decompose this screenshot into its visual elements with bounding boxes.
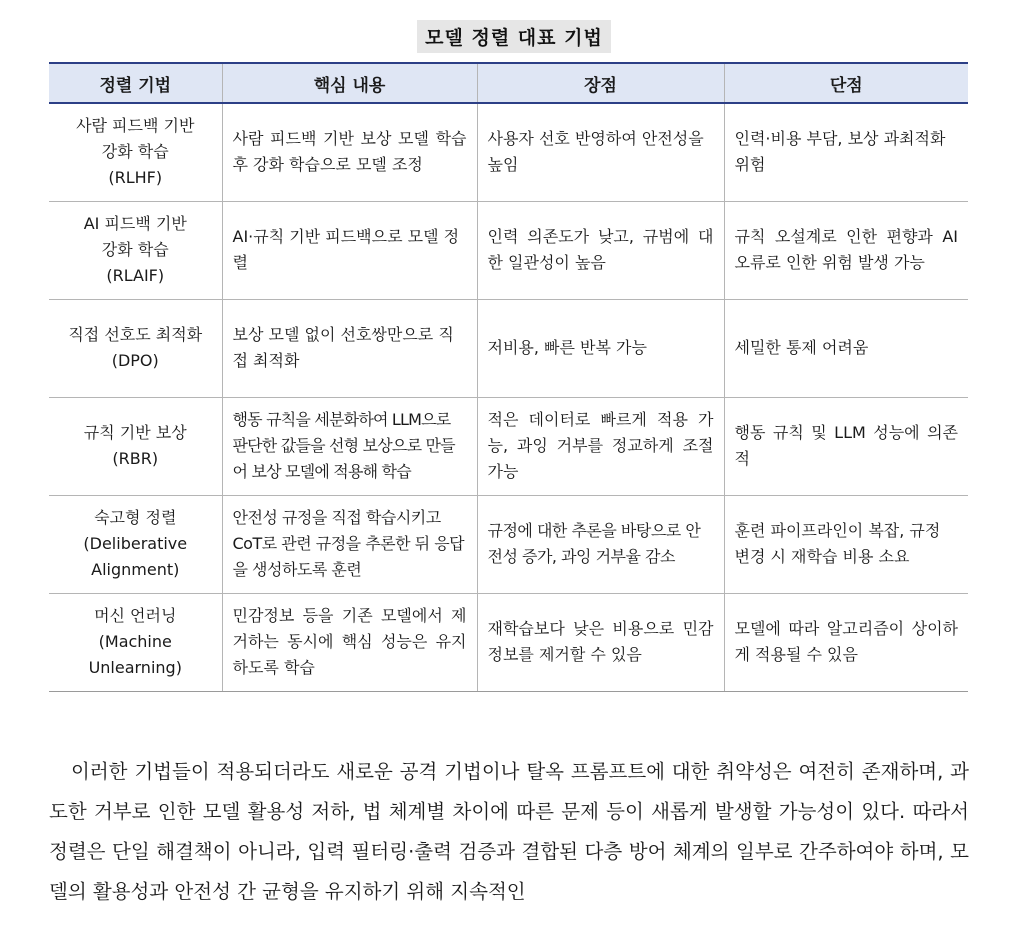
alignment-techniques-table: [49, 62, 968, 692]
technique-line: 규칙 기반 보상: [83, 423, 187, 442]
pros-cell: 인력 의존도가 낮고, 규범에 대한 일관성이 높음: [477, 201, 724, 299]
technique-line: (Deliberative: [83, 534, 188, 553]
core-cell: AI·규칙 기반 피드백으로 모델 정렬: [222, 201, 477, 299]
technique-line: (RLAIF): [106, 266, 165, 285]
cons-cell: 인력·비용 부담, 보상 과최적화 위험: [724, 103, 968, 201]
technique-cell: [49, 103, 222, 201]
table-title: 모델 정렬 대표 기법: [417, 20, 611, 53]
table-header-row: [49, 63, 968, 103]
technique-line: 머신 언러닝: [94, 606, 177, 625]
technique-cell: [49, 299, 222, 397]
technique-cell: [49, 397, 222, 495]
technique-line: 강화 학습: [101, 240, 169, 259]
technique-line: 사람 피드백 기반: [76, 116, 195, 136]
pros-cell: 사용자 선호 반영하여 안전성을 높임: [477, 103, 724, 201]
pros-cell: 저비용, 빠른 반복 가능: [477, 299, 724, 397]
table-row: [49, 397, 968, 495]
header-pros: 장점: [477, 63, 724, 103]
technique-line: AI 피드백 기반: [83, 214, 187, 233]
technique-line: 강화 학습: [101, 142, 169, 162]
cons-cell: 행동 규칙 및 LLM 성능에 의존적: [724, 397, 968, 495]
cons-cell: 세밀한 통제 어려움: [724, 299, 968, 397]
technique-line: (Machine: [98, 632, 172, 651]
cons-cell: 규칙 오설계로 인한 편향과 AI 오류로 인한 위험 발생 가능: [724, 201, 968, 299]
header-core: 핵심 내용: [222, 63, 477, 103]
body-paragraph: 이러한 기법들이 적용되더라도 새로운 공격 기법이나 탈옥 프롬프트에 대한 취약성은 여전히 존재하며, 과도한 거부로 인한 모델 활용성 저하, 법 체계별 차이에 따른 문제 등이 새롭게 발생할 가능성이 있다. 따라서 정렬은 단일 해결책이 아니라, 입력 필터링·출력 검증과 결합된 다층 방어 체계의 일부로 간주하여야 하며, 모델의 활용성과 안전성 간 균형을 유지하기 위해 지속적인: [49, 760, 969, 903]
technique-cell: [49, 593, 222, 691]
core-cell: 사람 피드백 기반 보상 모델 학습 후 강화 학습으로 모델 조정: [222, 103, 477, 201]
technique-line: Unlearning): [88, 658, 182, 677]
technique-line: Alignment): [91, 560, 180, 579]
title-wrapper: [0, 20, 1028, 53]
technique-line: 숙고형 정렬: [94, 508, 177, 527]
core-cell: 안전성 규정을 직접 학습시키고 CoT로 관련 규정을 추론한 뒤 응답을 생성하도록 훈련: [222, 495, 477, 593]
table-row: [49, 103, 968, 201]
table-row: [49, 299, 968, 397]
pros-cell: 재학습보다 낮은 비용으로 민감정보를 제거할 수 있음: [477, 593, 724, 691]
technique-line: (RBR): [112, 449, 159, 468]
table-row: [49, 201, 968, 299]
pros-cell: 규정에 대한 추론을 바탕으로 안전성 증가, 과잉 거부율 감소: [477, 495, 724, 593]
cons-cell: 훈련 파이프라인이 복잡, 규정 변경 시 재학습 비용 소요: [724, 495, 968, 593]
core-cell: 보상 모델 없이 선호쌍만으로 직접 최적화: [222, 299, 477, 397]
core-cell: 민감정보 등을 기존 모델에서 제거하는 동시에 핵심 성능은 유지하도록 학습: [222, 593, 477, 691]
technique-line: 직접 선호도 최적화: [68, 325, 203, 344]
table-row: [49, 495, 968, 593]
header-cons: 단점: [724, 63, 968, 103]
technique-cell: [49, 495, 222, 593]
technique-line: (DPO): [111, 351, 159, 370]
technique-line: (RLHF): [108, 168, 163, 188]
core-cell: 행동 규칙을 세분화하여 LLM으로 판단한 값들을 선형 보상으로 만들어 보상 모델에 적용해 학습: [222, 397, 477, 495]
technique-cell: [49, 201, 222, 299]
pros-cell: 적은 데이터로 빠르게 적용 가능, 과잉 거부를 정교하게 조절 가능: [477, 397, 724, 495]
cons-cell: 모델에 따라 알고리즘이 상이하게 적용될 수 있음: [724, 593, 968, 691]
table-row: [49, 593, 968, 691]
header-technique: 정렬 기법: [49, 63, 222, 103]
